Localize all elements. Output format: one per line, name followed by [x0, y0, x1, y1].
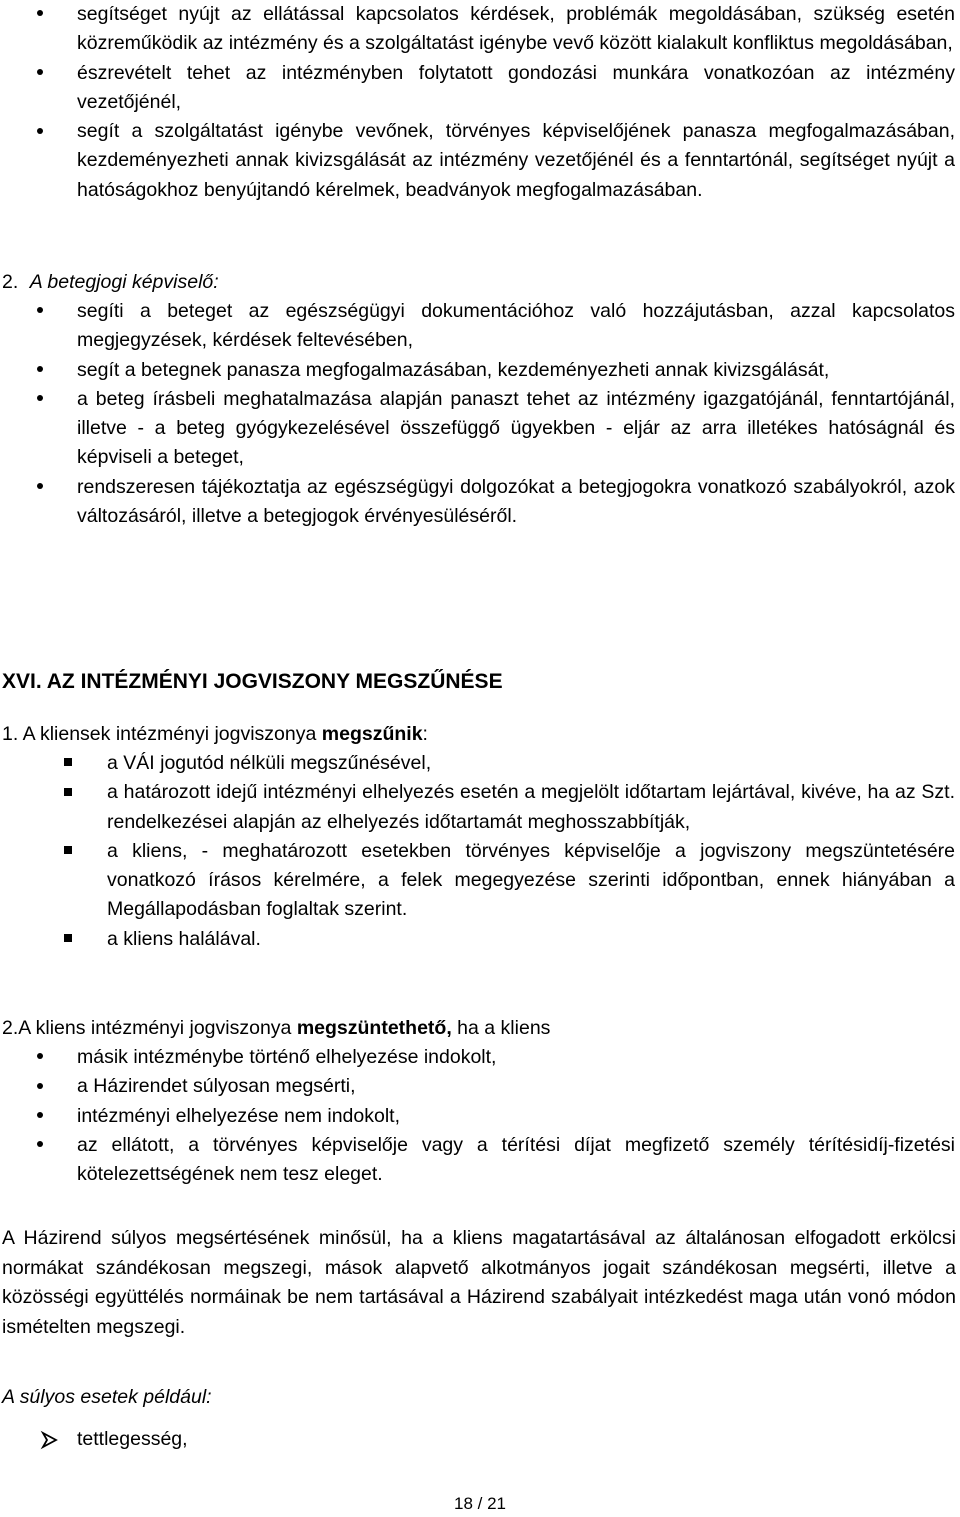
bullet-icon	[20, 117, 60, 146]
bullet-icon	[20, 59, 60, 88]
list-item: tettlegesség,	[0, 1425, 960, 1454]
bullet-icon	[20, 297, 60, 326]
chapter-heading: XVI. AZ INTÉZMÉNYI JOGVISZONY MEGSZŰNÉSE	[2, 670, 503, 693]
termination-intro: 1. A kliensek intézményi jogviszonya megszűnik:	[2, 723, 428, 745]
square-bullet-icon	[48, 837, 88, 866]
list-item: a Házirendet súlyosan megsérti,	[0, 1072, 960, 1101]
bullet-icon	[20, 385, 60, 414]
bullet-icon	[20, 0, 60, 29]
bullet-icon	[20, 473, 60, 502]
list-item: észrevételt tehet az intézményben folytatott gondozási munkára vonatkozóan az intézmény vezetőjénél,	[0, 59, 960, 118]
cancellation-intro: 2.A kliens intézményi jogviszonya megszüntethető, ha a kliens	[2, 1017, 551, 1039]
bullet-icon	[20, 356, 60, 385]
list-item: a beteg írásbeli meghatalmazása alapján panaszt tehet az intézmény igazgatójánál, fenntartójánál, illetve - a beteg gyógykezelésével összefüggő ügyekben - eljár az arra illetékes hatóságnál és képviseli a beteget,	[0, 385, 960, 473]
list-item: segítséget nyújt az ellátással kapcsolatos kérdések, problémák megoldásában, szükség esetén közreműködik az intézmény és a szolgáltatást igénybe vevő között kialakult konfliktus megoldásában,	[0, 0, 960, 59]
bullet-icon	[20, 1043, 60, 1072]
list-item: a határozott idejű intézményi elhelyezés esetén a megjelölt időtartam lejártával, kivéve, ha az Szt. rendelkezései alapján az elhelyezés időtartamát meghosszabbítják,	[0, 778, 960, 837]
examples-title: A súlyos esetek például:	[2, 1386, 212, 1408]
square-bullet-icon	[48, 925, 88, 954]
list-item: intézményi elhelyezése nem indokolt,	[0, 1102, 960, 1131]
ombudsman-duties-list	[0, 0, 960, 205]
bullet-icon	[20, 1131, 60, 1160]
list-item: segíti a beteget az egészségügyi dokumentációhoz való hozzájutásban, azzal kapcsolatos megjegyzések, kérdések feltevésében,	[0, 297, 960, 356]
list-item: másik intézménybe történő elhelyezése indokolt,	[0, 1043, 960, 1072]
body-paragraph: A Házirend súlyos megsértésének minősül, ha a kliens magatartásával az általánosan elfogadott erkölcsi normákat szándékosan megszegi, mások alapvető alkotmányos jogait szándékosan megsérti, illetve a közösségi együttélés normáinak be nem tartásával a Házirend szabályait intézkedést maga után vonó módon ismételten megszegi.	[2, 1227, 956, 1338]
examples-section	[0, 1383, 960, 1454]
patient-rights-section	[0, 268, 960, 531]
list-item: a kliens, - meghatározott esetekben törvényes képviselője a jogviszony megszüntetésére vonatkozó írásos kérelmére, a felek megegyezése szerinti időpontban, ennek hiányában a Megállapodásban foglaltak szerint.	[0, 837, 960, 925]
list-item: a VÁI jogutód nélküli megszűnésével,	[0, 749, 960, 778]
termination-section	[0, 720, 960, 954]
arrow-bullet-icon	[40, 1430, 60, 1450]
square-bullet-icon	[48, 749, 88, 778]
bullet-icon	[20, 1102, 60, 1131]
list-item: rendszeresen tájékoztatja az egészségügyi dolgozókat a betegjogokra vonatkozó szabályokról, azok változásáról, illetve a betegjogok érvényesüléséről.	[0, 473, 960, 532]
list-item: a kliens halálával.	[0, 925, 960, 954]
square-bullet-icon	[48, 778, 88, 807]
list-item: segít a betegnek panasza megfogalmazásában, kezdeményezheti annak kivizsgálását,	[0, 356, 960, 385]
list-item: az ellátott, a törvényes képviselője vagy a térítési díjat megfizető személy térítésidíj-fizetési kötelezettségének nem tesz eleget.	[0, 1131, 960, 1190]
cancellation-section	[0, 1014, 960, 1189]
section-title: 2. A betegjogi képviselő:	[2, 271, 219, 293]
bullet-icon	[20, 1072, 60, 1101]
list-item: segít a szolgáltatást igénybe vevőnek, törvényes képviselőjének panasza megfogalmazásában, kezdeményezheti annak kivizsgálását az intézmény vezetőjénél és a fenntartónál, segítséget nyújt a hatóságokhoz benyújtandó kérelmek, beadványok megfogalmazásában.	[0, 117, 960, 205]
page-number: 18 / 21	[454, 1494, 506, 1513]
